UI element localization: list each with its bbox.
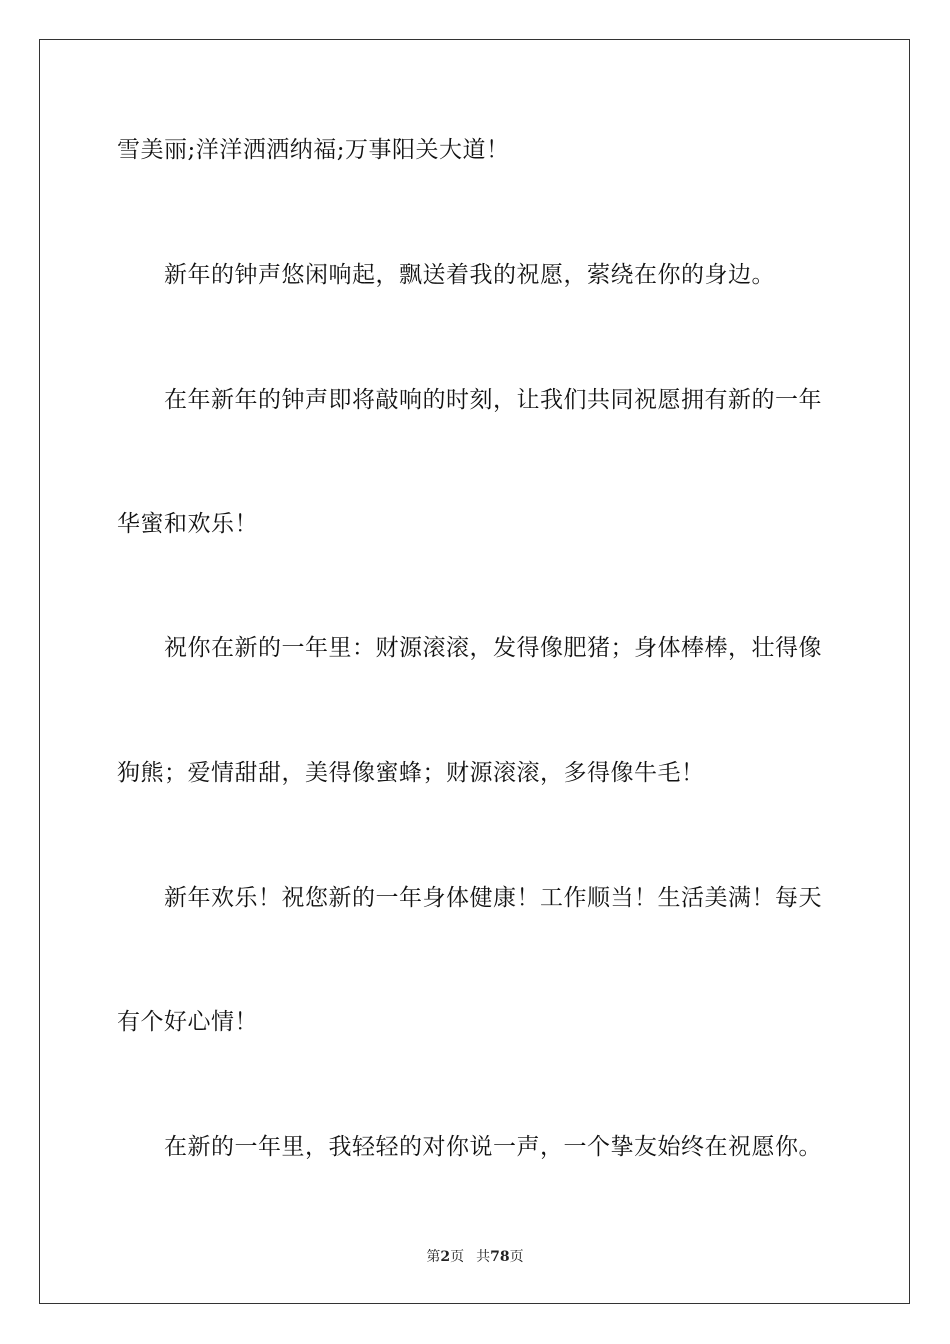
page-border: [39, 39, 910, 1304]
page-current: 2: [440, 1249, 451, 1265]
text-line-1: 雪美丽;洋洋洒洒纳福;万事阳关大道！: [117, 137, 510, 163]
paragraph-2-line-2: 华蜜和欢乐！: [117, 511, 258, 537]
paragraph-5: 在新的一年里，我轻轻的对你说一声，一个挚友始终在祝愿你。: [164, 1134, 822, 1160]
page-suffix: 页: [450, 1249, 465, 1265]
paragraph-1: 新年的钟声悠闲响起，飘送着我的祝愿，萦绕在你的身边。: [164, 262, 775, 288]
paragraph-4-line-2: 有个好心情！: [117, 1009, 258, 1035]
paragraph-3-line-2: 狗熊；爱情甜甜，美得像蜜蜂；财源滚滚，多得像牛毛！: [117, 760, 705, 786]
page-total: 78: [490, 1249, 510, 1265]
page-prefix: 第: [426, 1249, 441, 1265]
paragraph-3-line-1: 祝你在新的一年里：财源滚滚，发得像肥猪；身体棒棒，壮得像: [164, 635, 822, 661]
total-prefix: 共: [476, 1249, 491, 1265]
paragraph-2-line-1: 在年新年的钟声即将敲响的时刻，让我们共同祝愿拥有新的一年: [164, 387, 822, 413]
total-suffix: 页: [509, 1249, 524, 1265]
page-footer: [0, 1248, 950, 1266]
paragraph-4-line-1: 新年欢乐！祝您新的一年身体健康！工作顺当！生活美满！每天: [164, 885, 822, 911]
